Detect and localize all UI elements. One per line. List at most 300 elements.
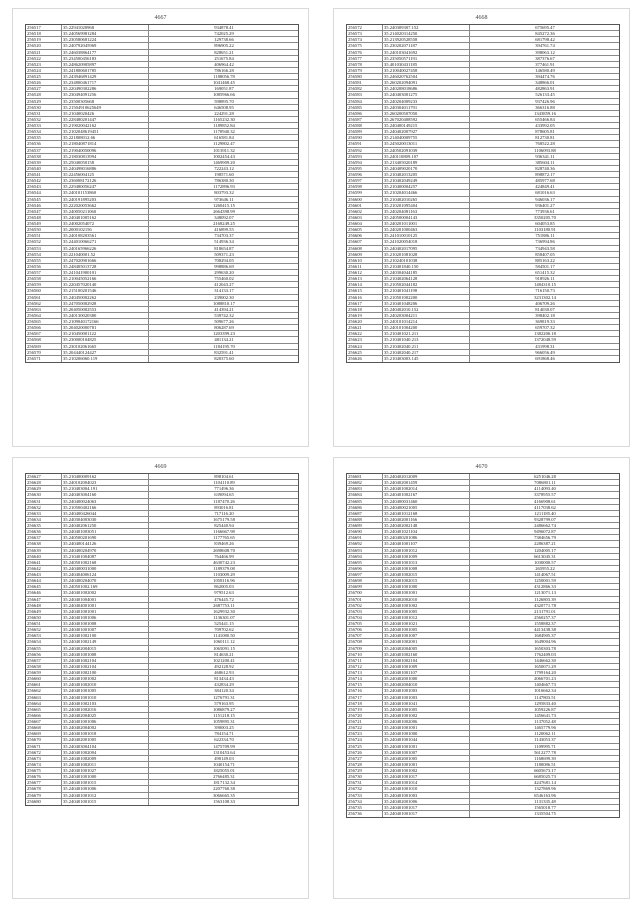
- coordinate-cell: 35.240401002004: [62, 750, 149, 755]
- coordinate-cell: 35.240401001044: [383, 737, 470, 742]
- value-cell: 1211185.40: [534, 510, 556, 516]
- row-id-cell: 256544: [26, 190, 62, 195]
- coordinate-cell: 35.220490302286: [62, 86, 149, 91]
- coordinate-cell: 35.210402010265: [383, 197, 470, 202]
- coordinate-cell: 35.240201011001: [383, 221, 470, 226]
- value-cell: 1189379.08: [213, 565, 235, 571]
- value-cell: 1629932.30: [213, 608, 235, 614]
- row-id-cell: 256518: [26, 31, 62, 36]
- value-cell: 2168249.25: [213, 221, 235, 226]
- coordinate-cell: 35.240502091039: [383, 148, 470, 153]
- coordinate-cell: 35.240401001021: [383, 621, 470, 626]
- page-number: 4670: [475, 464, 488, 470]
- row-id-cell: 256730: [347, 774, 383, 779]
- row-id-cell: 256628: [26, 480, 62, 485]
- value-cell: 509371.23: [214, 251, 234, 257]
- value-cell: 9496072.87: [534, 529, 556, 535]
- value-cell: 1762409.03: [534, 651, 556, 657]
- row-id-cell: 256731: [347, 780, 383, 785]
- row-id-cell: 256709: [347, 646, 383, 651]
- row-id-cell: 256633: [26, 511, 62, 516]
- row-id-cell: 256629: [26, 486, 62, 491]
- coordinate-cell: 35.243946891429: [62, 74, 149, 79]
- coordinate-cell: 35.228480201447: [62, 117, 149, 122]
- value-cell: 1030000.57: [534, 559, 556, 565]
- value-cell: 1310453.64: [213, 749, 235, 755]
- coordinate-cell: 35.240402001006: [383, 799, 470, 804]
- coordinate-cell: 35.240401001107: [383, 541, 470, 546]
- coordinate-cell: 35.240402001166: [383, 517, 470, 522]
- table-row: [347, 356, 619, 362]
- value-cell: 4166908.61: [534, 498, 556, 504]
- coordinate-cell: 35.230494091256: [62, 92, 149, 97]
- value-cell: 3066665.35: [213, 792, 235, 798]
- row-id-cell: 256661: [26, 682, 62, 687]
- value-cell: 736994.86: [535, 239, 555, 245]
- coordinate-cell: 35.240401001007: [383, 750, 470, 755]
- value-cell: 468612.93: [214, 670, 234, 675]
- value-cell: 1684905.37: [534, 633, 556, 639]
- coordinate-cell: 35.240402007927: [383, 129, 470, 134]
- row-id-cell: 256589: [347, 129, 383, 134]
- value-cell: 4320771.78: [534, 602, 556, 608]
- coordinate-cell: 35.236008172126: [62, 178, 149, 183]
- row-id-cell: 256599: [347, 190, 383, 195]
- row-id-cell: 256551: [26, 233, 62, 238]
- row-id-cell: 256563: [26, 307, 62, 312]
- coordinate-cell: 35.240401001018: [62, 731, 149, 736]
- row-id-cell: 256582: [347, 86, 383, 91]
- coordinate-cell: 35.240401001008: [62, 652, 149, 657]
- value-cell: 973646.11: [214, 196, 234, 202]
- coordinate-cell: 35.240108203561: [62, 233, 149, 238]
- row-id-cell: 256691: [347, 535, 383, 540]
- coordinate-cell: 35.210450001122: [62, 331, 149, 336]
- value-cell: 828651.21: [214, 49, 234, 55]
- value-cell: 584501.17: [535, 263, 555, 269]
- coordinate-cell: 35.240400426044: [62, 511, 149, 516]
- row-id-cell: 256637: [26, 535, 62, 540]
- row-id-cell: 256726: [347, 750, 383, 755]
- row-id-cell: 256671: [26, 744, 62, 749]
- value-cell: 646508.95: [214, 104, 234, 110]
- coordinate-cell: 35.240569981284: [62, 31, 149, 36]
- page-4670: [333, 457, 630, 899]
- row-id-cell: 256530: [26, 105, 62, 110]
- row-id-cell: 256619: [347, 313, 383, 318]
- coordinate-cell: 35.241041900101: [62, 270, 149, 275]
- value-cell: 2486662.74: [534, 523, 556, 528]
- row-id-cell: 256524: [26, 68, 62, 73]
- value-cell: 604053.85: [535, 221, 555, 226]
- row-id-cell: 256665: [26, 707, 62, 712]
- row-id-cell: 256601: [347, 203, 383, 208]
- page-4669: [12, 457, 309, 899]
- coordinate-cell: 35.240204081163: [383, 209, 470, 214]
- row-id-cell: 256675: [26, 768, 62, 773]
- value-cell: 1106093.88: [534, 147, 556, 153]
- row-id-cell: 256553: [26, 246, 62, 251]
- coordinate-cell: 35.240401001017: [383, 805, 470, 810]
- coordinate-cell: 35.240401012168: [383, 511, 470, 516]
- row-id-cell: 256734: [347, 799, 383, 804]
- value-cell: 1187470.26: [213, 498, 235, 504]
- coordinate-cell: 35.210401021.211: [383, 331, 470, 336]
- row-id-cell: 256644: [26, 578, 62, 583]
- row-id-cell: 256701: [347, 597, 383, 602]
- coordinate-cell: 35.240401001008: [383, 566, 470, 571]
- row-id-cell: 256537: [26, 148, 62, 153]
- value-cell: 1414067.51: [534, 572, 556, 577]
- value-cell: 1170940.32: [213, 129, 235, 135]
- value-cell: 2286387.21: [534, 541, 556, 547]
- row-id-cell: 256565: [26, 319, 62, 324]
- value-cell: 4114093.40: [534, 486, 556, 492]
- value-cell: 820375.60: [214, 355, 234, 361]
- coordinate-cell: 35.240402002148: [383, 523, 470, 528]
- value-cell: 1013911.32: [213, 147, 235, 153]
- row-id-cell: 256523: [26, 62, 62, 67]
- coordinate-cell: 35.2109040172166: [62, 319, 149, 324]
- row-id-cell: 256669: [26, 731, 62, 736]
- value-cell: 485977.68: [535, 178, 555, 184]
- coordinate-cell: 35.210403003.145: [383, 356, 470, 362]
- value-cell: 539742.32: [214, 312, 234, 318]
- value-cell: 709702.62: [214, 627, 234, 633]
- coordinate-cell: 35.219020042162: [62, 123, 149, 128]
- page-4667: [12, 8, 309, 447]
- row-id-cell: 256605: [347, 227, 383, 232]
- coordinate-cell: 35.240401001000: [383, 731, 470, 736]
- row-id-cell: 256733: [347, 793, 383, 798]
- row-id-cell: 256719: [347, 707, 383, 712]
- value-cell: 937426.96: [535, 98, 555, 104]
- coordinate-cell: 35.240401001015: [62, 780, 149, 785]
- value-cell: 525441.15: [214, 621, 234, 626]
- value-cell: 812730.81: [535, 135, 555, 141]
- row-id-cell: 256576: [347, 50, 383, 55]
- coordinate-cell: 35.240401001008: [62, 621, 149, 626]
- coordinate-cell: 35.240400201086: [383, 535, 470, 540]
- value-cell: 691868.46: [535, 355, 555, 361]
- row-id-cell: 256592: [347, 148, 383, 153]
- coordinate-cell: 35.222020053662: [62, 203, 149, 208]
- coordinate-cell: 35.240404006124: [62, 572, 149, 577]
- row-id-cell: 256638: [26, 541, 62, 546]
- coordinate-cell: 35.241010010125: [383, 233, 470, 238]
- row-id-cell: 256586: [347, 111, 383, 116]
- coordinate-cell: 35.210401048206: [383, 301, 470, 306]
- value-cell: 936401.27: [535, 202, 555, 208]
- coordinate-cell: 35.240401001005: [383, 609, 470, 614]
- coordinate-cell: 35.24002054072: [62, 221, 149, 226]
- coordinate-cell: 35.240401001012: [383, 615, 470, 620]
- value-cell: 1041468.45: [213, 80, 235, 86]
- coordinate-cell: 35.210400004257: [383, 184, 470, 189]
- row-id-cell: 256526: [26, 80, 62, 85]
- value-cell: 1184195.70: [213, 343, 235, 349]
- row-id-cell: 256587: [347, 117, 383, 122]
- row-id-cell: 256548: [26, 215, 62, 220]
- value-cell: 526133.45: [535, 92, 555, 98]
- value-cell: 681798.42: [535, 37, 555, 43]
- value-cell: 366316.88: [535, 104, 555, 110]
- value-cell: 1060111.12: [213, 639, 235, 645]
- row-id-cell: 256569: [26, 344, 62, 349]
- value-cell: 751886.11: [535, 233, 555, 239]
- coordinate-cell: 35.210240101038: [383, 258, 470, 263]
- page-number: 4667: [154, 15, 167, 21]
- row-id-cell: 256673: [26, 756, 62, 761]
- coordinate-cell: 35.240401002016: [62, 707, 149, 712]
- coordinate-cell: 35.240402001005: [62, 737, 149, 742]
- coordinate-cell: 35.240401002100: [62, 633, 149, 638]
- coordinate-cell: 35.210402049249: [383, 178, 470, 183]
- value-cell: 813434.43: [214, 676, 234, 682]
- coordinate-cell: 35.240204009233: [383, 99, 470, 104]
- coordinate-cell: 35.240401001041: [383, 701, 470, 706]
- coordinate-cell: 35.240401002001: [383, 639, 470, 644]
- coordinate-cell: 35.240402002010: [383, 597, 470, 602]
- coordinate-cell: 35.240401002015: [383, 578, 470, 583]
- row-id-cell: 256528: [26, 92, 62, 97]
- coordinate-cell: 35.240401001009: [383, 554, 470, 559]
- row-id-cell: 256580: [347, 74, 383, 79]
- value-cell: 198571.60: [214, 172, 234, 177]
- coordinate-cell: 35.23500305668: [62, 99, 149, 104]
- value-cell: 1372048.59: [534, 337, 556, 343]
- coordinate-cell: 35.21504910625649: [62, 105, 149, 110]
- row-id-cell: 256590: [347, 135, 383, 140]
- data-table: [346, 473, 620, 818]
- row-id-cell: 256698: [347, 578, 383, 583]
- value-cell: 814030.07: [535, 306, 555, 312]
- value-cell: 825440.94: [214, 523, 234, 528]
- value-cell: 1088810.17: [213, 300, 235, 306]
- coordinate-cell: 35.241020054018: [383, 239, 470, 244]
- coordinate-cell: 35.204050002553: [62, 307, 149, 312]
- value-cell: 1446662.30: [534, 657, 556, 663]
- row-id-cell: 256621: [347, 325, 383, 330]
- value-cell: 755460.02: [214, 276, 234, 282]
- row-id-cell: 256725: [347, 744, 383, 749]
- value-cell: 1165232.30: [213, 116, 235, 122]
- row-id-cell: 256684: [347, 492, 383, 497]
- row-id-cell: 256555: [26, 258, 62, 263]
- coordinate-cell: 35.240401001010: [383, 786, 470, 791]
- row-id-cell: 256594: [347, 160, 383, 165]
- row-id-cell: 256627: [26, 474, 62, 479]
- row-id-cell: 256623: [347, 337, 383, 342]
- row-id-cell: 256674: [26, 762, 62, 767]
- value-cell: 412043.27: [214, 282, 234, 288]
- row-id-cell: 256566: [26, 325, 62, 330]
- coordinate-cell: 35.240101004200: [383, 325, 470, 330]
- row-id-cell: 256735: [347, 805, 383, 810]
- row-id-cell: 256622: [347, 331, 383, 336]
- value-cell: 898872.17: [535, 172, 555, 177]
- coordinate-cell: 35.401030431185: [383, 62, 470, 67]
- coordinate-cell: 35.240401001017: [383, 774, 470, 779]
- coordinate-cell: 35.240500004143: [383, 215, 470, 220]
- row-id-cell: 256717: [347, 695, 383, 700]
- coordinate-cell: 35.240402001005: [383, 756, 470, 761]
- row-id-cell: 256573: [347, 31, 383, 36]
- row-id-cell: 256571: [26, 356, 62, 362]
- coordinate-cell: 35.240103041692: [383, 50, 470, 55]
- coordinate-cell: 35.240401001001: [383, 762, 470, 767]
- coordinate-cell: 35.240402001459: [383, 480, 470, 485]
- value-cell: 239002.30: [214, 294, 234, 300]
- value-cell: 845272.36: [535, 31, 555, 37]
- row-id-cell: 256649: [26, 609, 62, 614]
- coordinate-cell: 35.210402064128: [383, 276, 470, 281]
- row-id-cell: 256560: [26, 288, 62, 293]
- value-cell: 1126803.39: [534, 596, 556, 602]
- value-cell: 394761.74: [535, 43, 555, 49]
- coordinate-cell: 35.210401840.150: [383, 264, 470, 269]
- row-id-cell: 256527: [26, 86, 62, 91]
- row-id-cell: 256689: [347, 523, 383, 528]
- row-id-cell: 256540: [26, 166, 62, 171]
- value-cell: 406709.26: [535, 300, 555, 306]
- coordinate-cell: 35.240500201690: [62, 535, 149, 540]
- row-id-cell: 256694: [347, 554, 383, 559]
- coordinate-cell: 35.240304003030: [62, 517, 149, 522]
- row-id-cell: 256519: [26, 37, 62, 42]
- coordinate-cell: 35.240401001005: [383, 707, 470, 712]
- value-cell: 2560257.37: [534, 614, 556, 620]
- value-cell: 1141080.50: [213, 633, 235, 639]
- coordinate-cell: 35.221808012.66: [62, 135, 149, 140]
- value-cell: 1103180.91: [534, 227, 556, 233]
- row-id-cell: 256648: [26, 603, 62, 608]
- row-id-cell: 256646: [26, 590, 62, 595]
- row-id-cell: 256660: [26, 676, 62, 681]
- row-id-cell: 256728: [347, 762, 383, 767]
- value-cell: 918926.11: [535, 276, 555, 282]
- coordinate-cell: 35.240401002104: [383, 658, 470, 663]
- row-id-cell: 256558: [26, 276, 62, 281]
- coordinate-cell: 35.240792045969: [62, 43, 149, 48]
- row-id-cell: 256603: [347, 215, 383, 220]
- value-cell: 2687753.11: [213, 602, 235, 608]
- coordinate-cell: 35.240401004001: [62, 597, 149, 602]
- row-id-cell: 256693: [347, 548, 383, 553]
- value-cell: 734943.58: [535, 245, 555, 251]
- value-cell: 398063.12: [535, 49, 555, 55]
- value-cell: 348092.07: [214, 214, 234, 220]
- value-cell: 1558882.37: [534, 621, 556, 626]
- coordinate-cell: 35.240401001006: [62, 615, 149, 620]
- value-cell: 979512.63: [214, 590, 234, 596]
- value-cell: 655466.84: [535, 116, 555, 122]
- row-id-cell: 256664: [26, 701, 62, 706]
- row-id-cell: 256718: [347, 701, 383, 706]
- row-id-cell: 256657: [26, 658, 62, 663]
- coordinate-cell: 35.214040009755: [383, 135, 470, 140]
- coordinate-cell: 35.240191895203: [62, 197, 149, 202]
- value-cell: 1065091.15: [213, 645, 235, 651]
- value-cell: 299630.20: [214, 270, 234, 275]
- value-cell: 1799164.20: [534, 670, 556, 675]
- coordinate-cell: 35.210401040.213: [383, 337, 470, 342]
- row-id-cell: 256596: [347, 172, 383, 177]
- coordinate-cell: 35.2102048619451: [62, 129, 149, 134]
- value-cell: 514936.34: [214, 239, 234, 245]
- coordinate-cell: 35.240401001027: [62, 768, 149, 773]
- row-id-cell: 256680: [26, 799, 62, 805]
- row-id-cell: 256585: [347, 105, 383, 110]
- value-cell: 4247681.14: [534, 780, 556, 786]
- row-id-cell: 256722: [347, 725, 383, 730]
- coordinate-cell: 35.240401001002: [383, 603, 470, 608]
- value-cell: 314133.17: [214, 288, 234, 294]
- coordinate-cell: 35.240401002002: [62, 590, 149, 595]
- value-cell: 742025.29: [214, 31, 234, 37]
- value-cell: 2698608.70: [213, 547, 235, 553]
- row-id-cell: 256692: [347, 541, 383, 546]
- coordinate-cell: 35.210401041198: [383, 288, 470, 293]
- value-cell: 659707.32: [535, 325, 555, 331]
- row-id-cell: 256704: [347, 615, 383, 620]
- row-id-cell: 256639: [26, 548, 62, 553]
- row-id-cell: 256562: [26, 301, 62, 306]
- page-number: 4669: [154, 464, 167, 470]
- row-id-cell: 256655: [26, 646, 62, 651]
- row-id-cell: 256542: [26, 178, 62, 183]
- row-id-cell: 256583: [347, 92, 383, 97]
- row-id-cell: 256620: [347, 319, 383, 324]
- value-cell: 818654.87: [214, 245, 234, 251]
- coordinate-cell: 35.240400204970: [62, 548, 149, 553]
- row-id-cell: 256631: [26, 499, 62, 504]
- coordinate-cell: 35.210201095404: [383, 203, 470, 208]
- row-id-cell: 256712: [347, 664, 383, 669]
- row-id-cell: 256552: [26, 239, 62, 244]
- coordinate-cell: 35.240403004104: [62, 744, 149, 749]
- coordinate-cell: 35.240401002009: [62, 756, 149, 761]
- coordinate-cell: 35.240401001009: [383, 664, 470, 669]
- coordinate-cell: 35.240401001007: [62, 627, 149, 632]
- value-cell: 764466.99: [214, 553, 234, 559]
- value-cell: 966056.49: [535, 349, 555, 355]
- row-id-cell: 256706: [347, 627, 383, 632]
- coordinate-cell: 35.240401001010: [62, 695, 149, 700]
- coordinate-cell: 35.244010066271: [62, 239, 149, 244]
- row-id-cell: 256574: [347, 37, 383, 42]
- value-cell: 898104.61: [214, 474, 234, 479]
- row-id-cell: 256686: [347, 505, 383, 510]
- coordinate-cell: 35.240450002262: [62, 295, 149, 300]
- value-cell: 492128.92: [214, 663, 234, 669]
- coordinate-cell: 35.220457020140: [62, 282, 149, 287]
- coordinate-cell: 35.240402012009: [383, 474, 470, 479]
- row-id-cell: 256708: [347, 639, 383, 644]
- value-cell: 1649004.96: [534, 639, 556, 645]
- value-cell: 1180086.51: [534, 761, 556, 767]
- row-id-cell: 256707: [347, 633, 383, 638]
- value-cell: 377461.91: [535, 61, 555, 67]
- value-cell: 1143053.37: [534, 737, 556, 743]
- coordinate-cell: 35.25040050158: [62, 160, 149, 165]
- row-id-cell: 256683: [347, 486, 383, 491]
- row-id-cell: 256575: [347, 43, 383, 48]
- coordinate-cell: 35.240400144126: [62, 541, 149, 546]
- coordinate-cell: 35.240401001002: [62, 676, 149, 681]
- row-id-cell: 256659: [26, 670, 62, 675]
- coordinate-cell: 35.240401001107: [383, 670, 470, 675]
